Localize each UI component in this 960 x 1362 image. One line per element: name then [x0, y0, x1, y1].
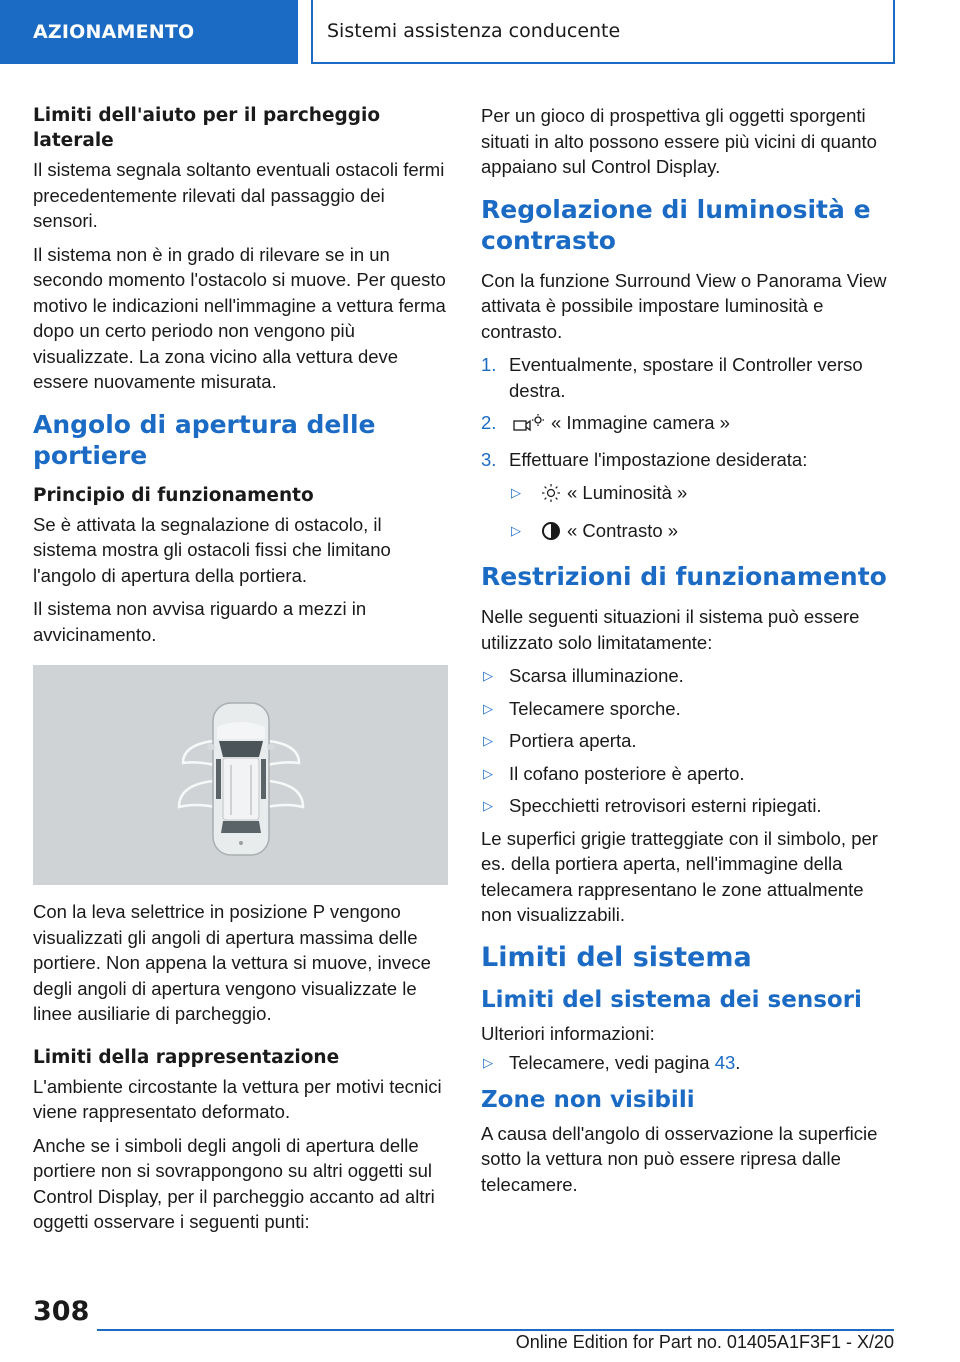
paragraph: Anche se i simboli degli angoli di apertura delle portiere non si sovrappongono su altri oggetti sul Control Display, per il parcheggio accanto ad altri oggetti osservare i seguenti punti: — [33, 1134, 435, 1232]
step-number: 1. — [481, 354, 497, 375]
page-link[interactable]: 43 — [714, 1052, 736, 1073]
paragraph: Il sistema non avvisa riguardo a mezzi in avvicinamento. — [33, 598, 367, 645]
left-column — [33, 103, 448, 1243]
paragraph: Se è attivata la segnalazione di ostacolo, il sistema mostra gli ostacoli fissi che limitano l'angolo di apertura della portiera. — [33, 513, 391, 586]
contrast-icon — [541, 521, 561, 548]
paragraph: Per un gioco di prospettiva gli oggetti sporgenti situati in alto possono essere più vicini di quanto appaiano sul Control Display. — [481, 105, 877, 177]
paragraph: A causa dell'angolo di osservazione la superficie sotto la vettura non può essere ripresa dalle telecamere. — [481, 1122, 878, 1195]
list-item — [481, 1050, 896, 1076]
page-number: 308 — [33, 1296, 90, 1327]
list-item — [509, 518, 896, 548]
right-column — [481, 103, 896, 1205]
item-text: Scarsa illuminazione. — [509, 665, 684, 686]
list-item — [481, 663, 896, 689]
option-text: « Contrasto » — [567, 519, 679, 541]
heading-restrictions: Restrizioni di funzionamento — [481, 562, 887, 591]
step-text: Effettuare l'impostazione desiderata: — [509, 448, 808, 470]
footer-edition — [97, 1332, 894, 1353]
heading-door-angle: Angolo di apertura delle portiere — [33, 409, 376, 470]
restrictions-list — [481, 663, 896, 819]
triangle-right-icon: ▷ — [511, 522, 521, 538]
paragraph: Nelle seguenti situazioni il sistema può essere utilizzato solo limitatamente: — [481, 606, 860, 653]
list-item — [481, 410, 896, 440]
camera-settings-icon — [513, 413, 545, 440]
step-number: 3. — [481, 448, 497, 470]
more-info-list — [481, 1050, 896, 1076]
item-text: Il cofano posteriore è aperto. — [509, 762, 745, 784]
item-text: Specchietti retrovisori esterni ripiegati. — [509, 795, 822, 816]
list-item — [509, 480, 896, 510]
triangle-right-icon: ▷ — [511, 485, 521, 500]
triangle-right-icon: ▷ — [483, 733, 493, 748]
step-text: Eventualmente, spostare il Controller verso destra. — [509, 354, 863, 401]
list-item — [481, 696, 896, 722]
heading-brightness-contrast: Regolazione di luminosità e contrasto — [481, 194, 871, 255]
list-item — [481, 793, 896, 819]
triangle-right-icon: ▷ — [483, 668, 493, 683]
paragraph: Ulteriori informazioni: — [481, 1022, 655, 1044]
paragraph: L'ambiente circostante la vettura per motivi tecnici viene rappresentato deformato. — [33, 1075, 442, 1122]
triangle-right-icon: ▷ — [483, 765, 493, 781]
heading-system-limits: Limiti del sistema — [481, 941, 752, 973]
item-text-end: . — [735, 1052, 741, 1073]
paragraph: Il sistema segnala soltanto eventuali ostacoli fermi precedentemente rilevati dal passaggio dei sensori. — [33, 159, 445, 231]
heading-lateral-limits: Limiti dell'aiuto per il parcheggio laterale — [33, 105, 381, 151]
list-item — [481, 352, 896, 403]
steps-list — [481, 352, 896, 472]
item-text: Telecamere, vedi pagina — [509, 1052, 715, 1073]
step-number: 2. — [481, 412, 497, 433]
edition-text: Online Edition for Part no. 01405A1F3F1 - X/20 — [515, 1332, 894, 1352]
triangle-right-icon: ▷ — [483, 700, 493, 716]
heading-principle: Principio di funzionamento — [33, 484, 314, 506]
paragraph: Con la leva selettrice in posizione P vengono visualizzati gli angoli di apertura massima delle portiere. Non appena la vettura si muove, invece degli angoli di apertura vengono visualizzate le linee ausiliarie di parcheggio. — [33, 901, 431, 1024]
paragraph: Con la funzione Surround View o Panorama View attivata è possibile impostare luminosità e contrasto. — [481, 269, 887, 342]
option-text: « Luminosità » — [567, 482, 688, 503]
paragraph: Il sistema non è in grado di rilevare se in un secondo momento l'ostacolo si muove. Per questo motivo le indicazioni nell'immagine a vettura ferma dopo un certo periodo non vengono più visualizzate. La zona vicino alla vettura deve essere nuovamente misurata. — [33, 243, 446, 392]
triangle-right-icon: ▷ — [483, 1055, 493, 1070]
heading-not-visible: Zone non visibili — [481, 1086, 695, 1113]
heading-sensor-limits: Limiti del sistema dei sensori — [481, 986, 862, 1013]
list-item — [481, 761, 896, 787]
car-door-angle-illustration — [33, 665, 448, 885]
heading-representation-limits: Limiti della rappresentazione — [33, 1046, 340, 1068]
chapter-tab: AZIONAMENTO — [0, 0, 298, 64]
triangle-right-icon: ▷ — [483, 798, 493, 813]
item-text: Telecamere sporche. — [509, 697, 681, 719]
section-title: Sistemi assistenza conducente — [311, 0, 895, 64]
sun-icon — [541, 483, 561, 510]
list-item — [481, 728, 896, 754]
step-text: « Immagine camera » — [551, 412, 730, 433]
footer-rule — [97, 1329, 894, 1331]
car-top-view-icon — [33, 665, 448, 885]
sub-options-list — [509, 480, 896, 547]
paragraph: Le superfici grigie tratteggiate con il simbolo, per es. della portiera aperta, nell'immagine della telecamera rappresentano le zone attualmente non visualizzabili. — [481, 827, 878, 925]
item-text: Portiera aperta. — [509, 730, 637, 751]
list-item — [481, 447, 896, 473]
